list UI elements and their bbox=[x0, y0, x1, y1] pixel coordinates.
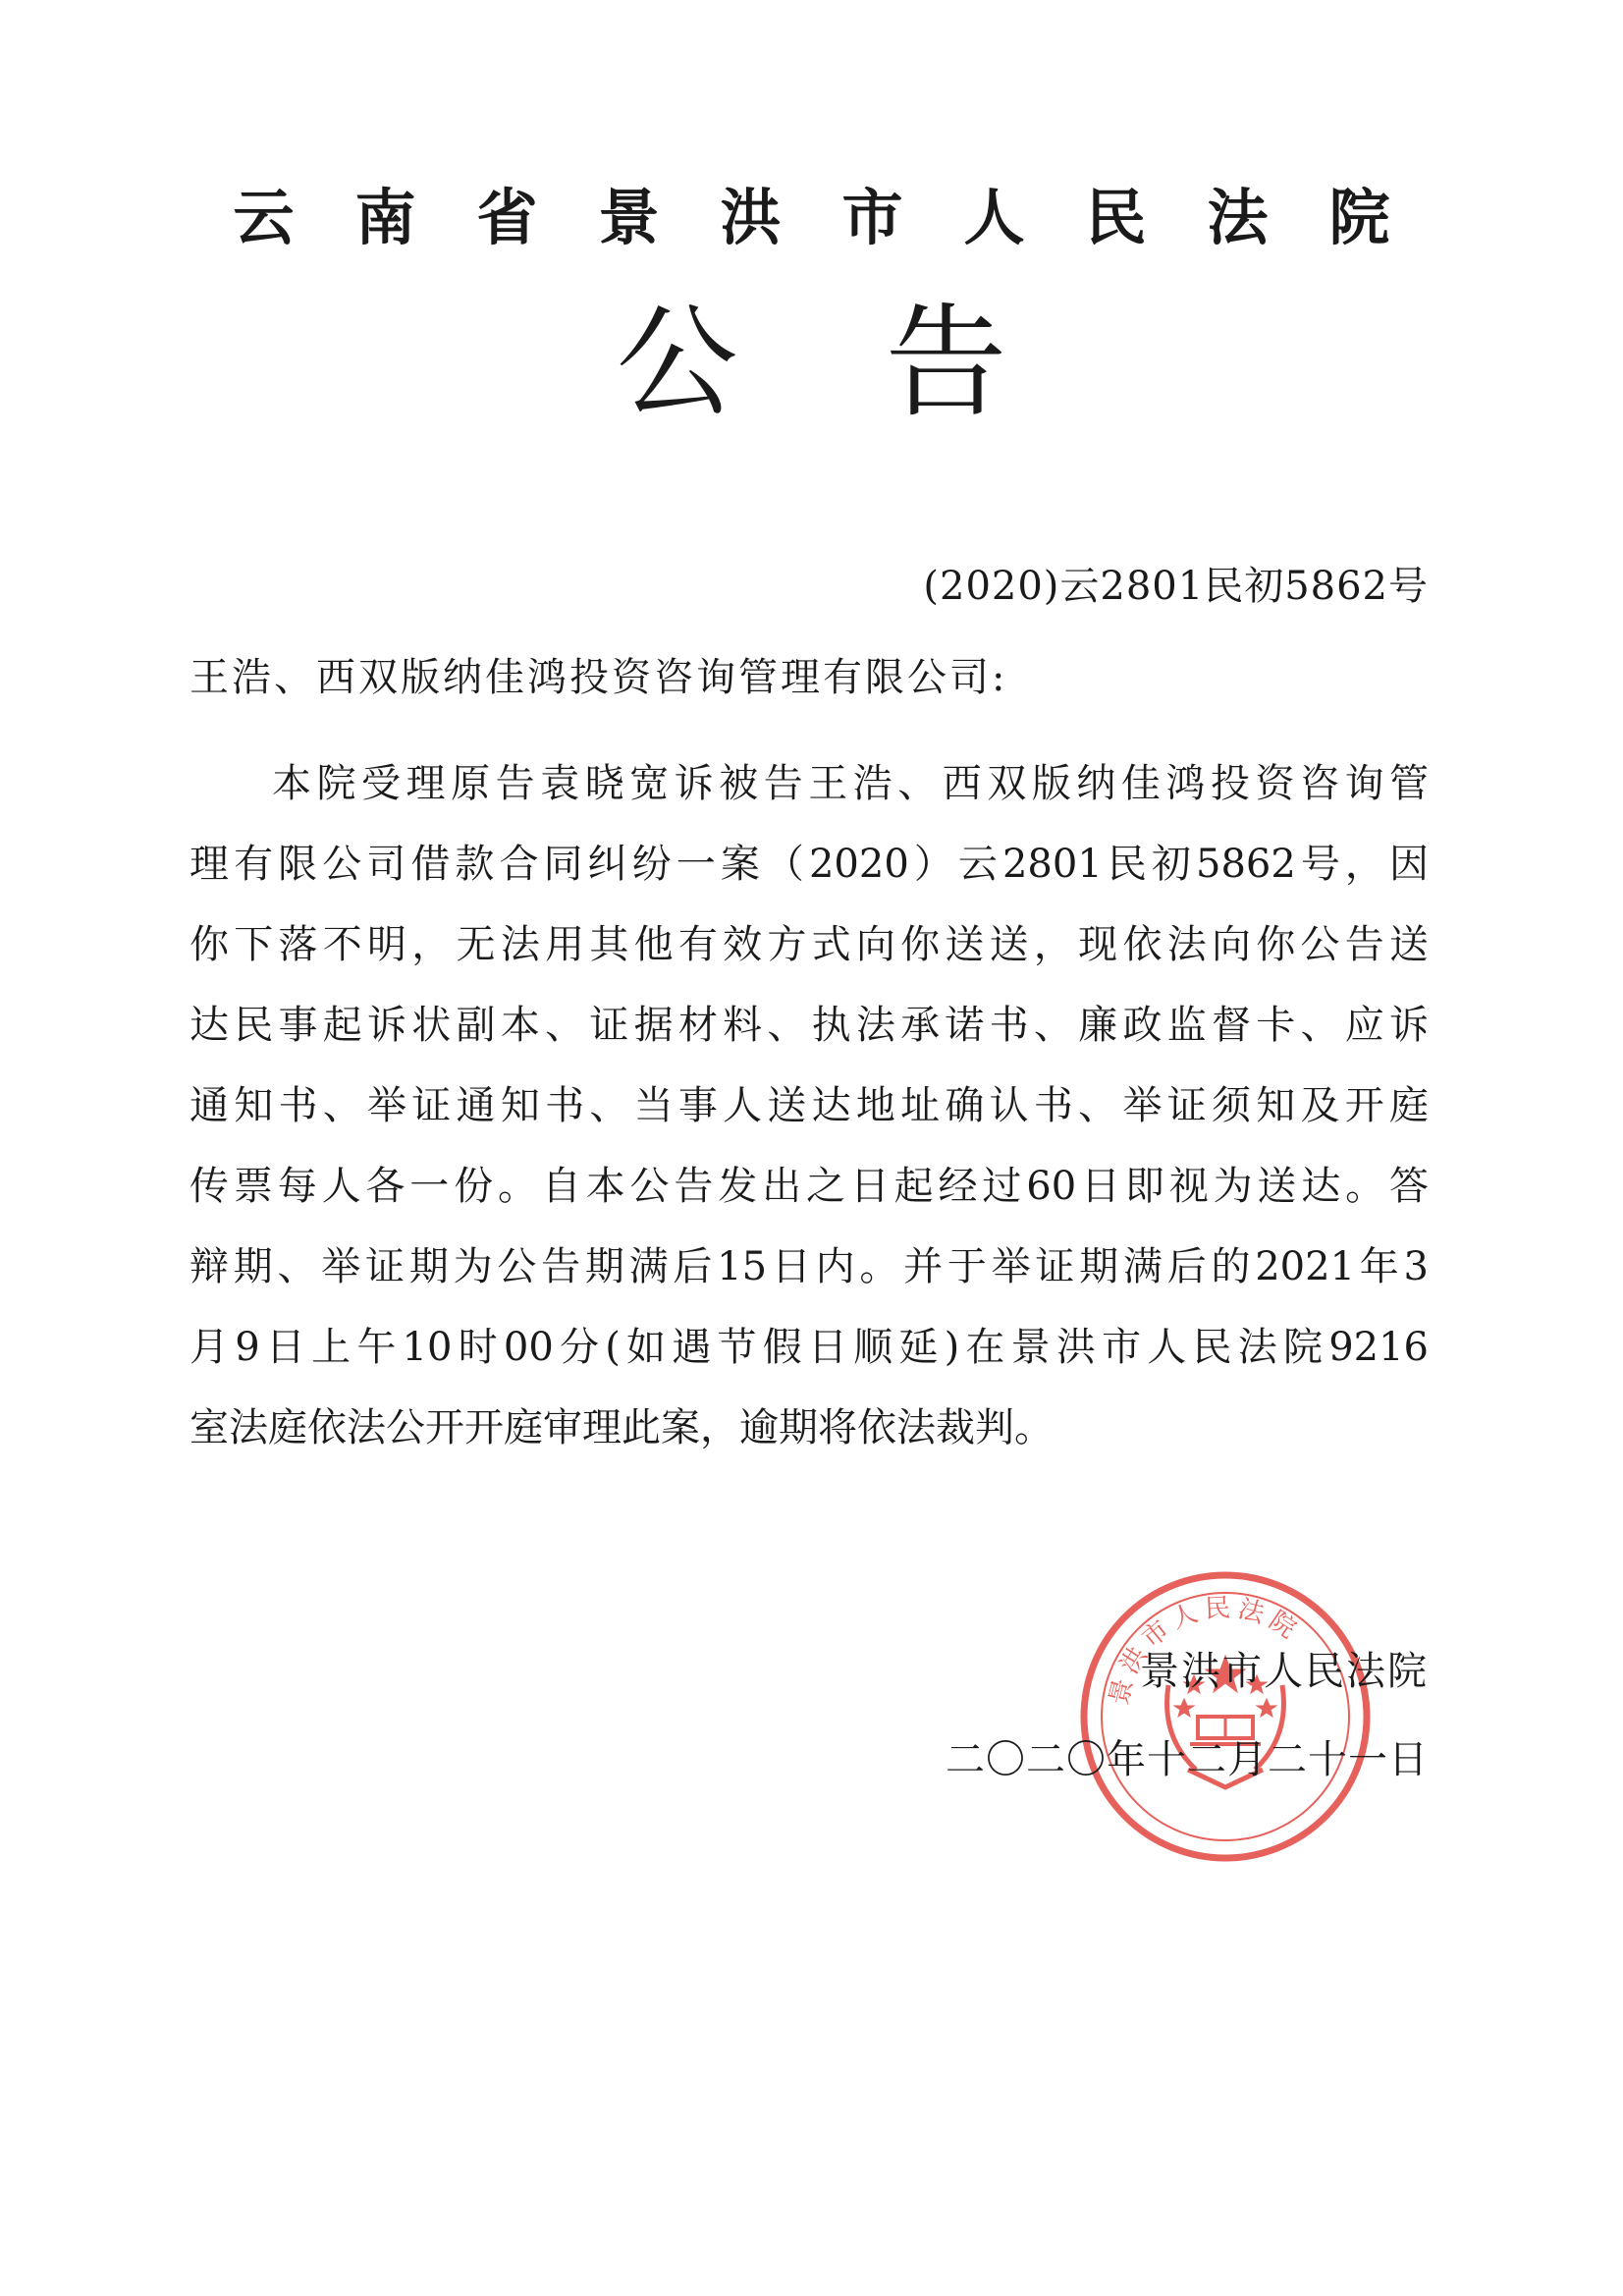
court-name-heading: 云南省景洪市人民法院 bbox=[233, 182, 1451, 253]
case-number: (2020)云2801民初5862号 bbox=[923, 564, 1429, 609]
body-line: 你下落不明，无法用其他有效方式向你送送，现依法向你公告送 bbox=[189, 922, 1429, 967]
body-line: 通知书、举证通知书、当事人送达地址确认书、举证须知及开庭 bbox=[189, 1083, 1429, 1128]
signature-court-name: 景洪市人民法院 bbox=[1140, 1649, 1429, 1694]
addressee: 王浩、西双版纳佳鸿投资咨询管理有限公司: bbox=[189, 655, 1008, 700]
body-line: 月9日上午10时00分(如遇节假日顺延)在景洪市人民法院9216 bbox=[189, 1325, 1429, 1370]
seal-text: 景洪市人民法院 bbox=[1104, 1593, 1307, 1709]
notice-body bbox=[189, 743, 1429, 1468]
body-line: 理有限公司借款合同纠纷一案（2020）云2801民初5862号，因 bbox=[189, 842, 1429, 887]
body-line: 辩期、举证期为公告期满后15日内。并于举证期满后的2021年3 bbox=[189, 1244, 1429, 1289]
body-line: 传票每人各一份。自本公告发出之日起经过60日即视为送达。答 bbox=[189, 1164, 1429, 1209]
body-line: 室法庭依法公开开庭审理此案，逾期将依法裁判。 bbox=[189, 1405, 1054, 1450]
court-seal bbox=[1078, 1569, 1373, 1864]
body-line: 本院受理原告袁晓宽诉被告王浩、西双版纳佳鸿投资咨询管 bbox=[272, 761, 1429, 806]
document-title: 公告 bbox=[616, 293, 1155, 434]
signature-date: 二〇二〇年十二月二十一日 bbox=[946, 1737, 1429, 1782]
body-line: 达民事起诉状副本、证据材料、执法承诺书、廉政监督卡、应诉 bbox=[189, 1003, 1429, 1048]
